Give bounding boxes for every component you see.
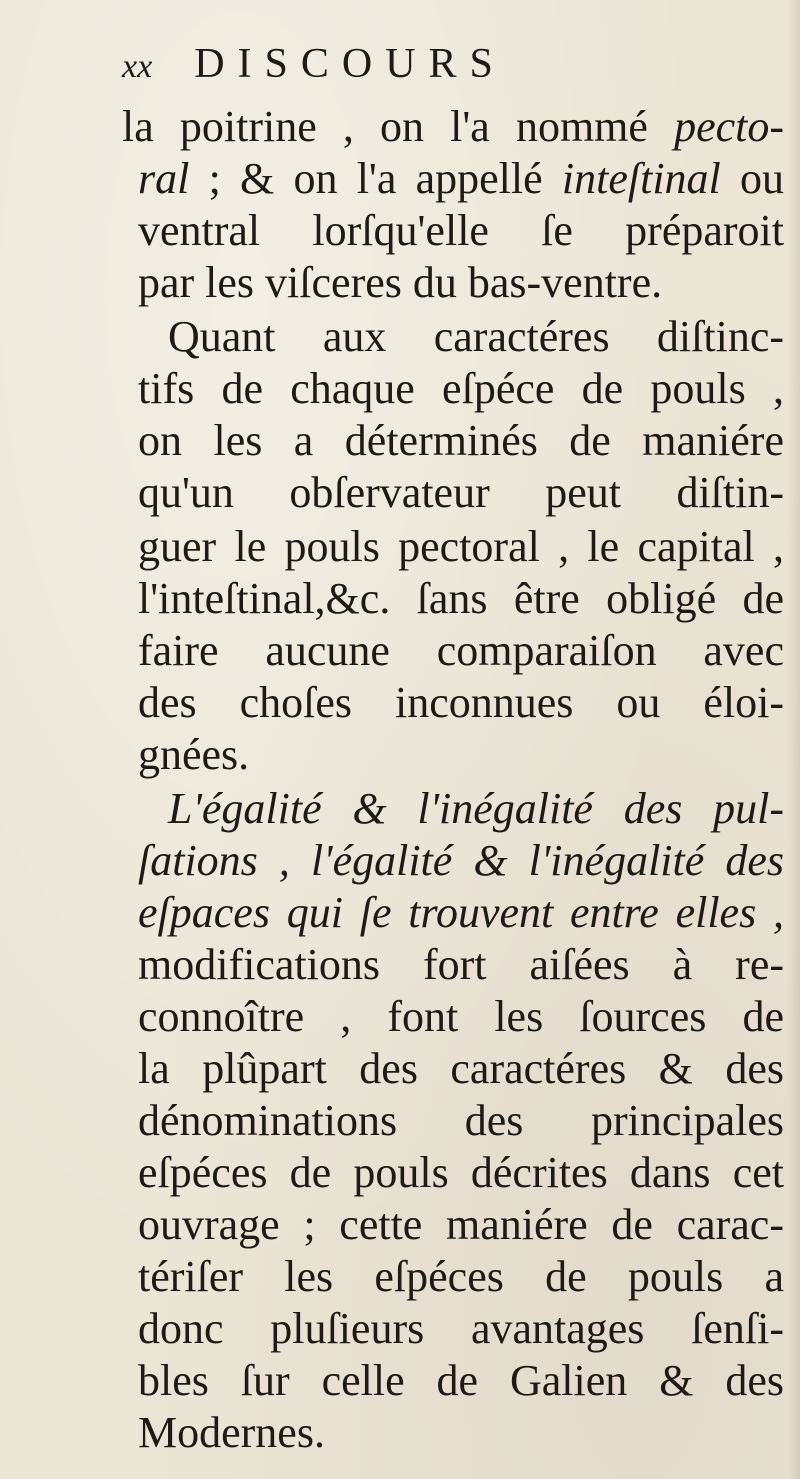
line-19: dénominations des principales [138, 1096, 784, 1145]
line-5: tifs de chaque eſpéce de pouls , [138, 364, 784, 413]
text-line [138, 676, 784, 730]
text-line [138, 728, 784, 782]
line-4: Quant aux caractéres diſtinc- [168, 312, 784, 361]
line-13: L'égalité & l'inégalité des pul- [168, 784, 784, 833]
text-line [168, 782, 784, 836]
text-line [138, 1302, 784, 1356]
line-8: guer le pouls pectoral , le capital , [138, 522, 784, 571]
text-line [138, 1406, 784, 1460]
text-line [138, 1146, 784, 1200]
line-6: on les a déterminés de maniére [138, 416, 784, 465]
text-line [138, 1354, 784, 1408]
text-line [138, 572, 784, 626]
line-1b-visible: ral ; & on l'a appellé inteſtinal ou [138, 154, 785, 203]
line-14: ſations , l'égalité & l'inégalité des [138, 836, 784, 885]
running-head: DISCOURS [194, 41, 506, 87]
line-17: connoître , font les ſources de [138, 992, 784, 1041]
text-line [138, 834, 784, 888]
line-11: des choſes inconnues ou éloi- [138, 678, 784, 727]
text-line [168, 310, 784, 364]
text-line [138, 938, 784, 992]
text-line [122, 100, 784, 154]
text-line [138, 1094, 784, 1148]
folio-number: xx [122, 48, 153, 85]
line-16: modifications fort aiſées à re- [138, 940, 784, 989]
text-line [138, 152, 784, 206]
line-25: Modernes. [138, 1408, 325, 1457]
line-2: ventral lorſqu'elle ſe préparoit [138, 206, 784, 255]
text-line [138, 1250, 784, 1304]
text-line [138, 204, 784, 258]
line-7: qu'un obſervateur peut diſtin- [138, 468, 784, 517]
text-line [138, 1042, 784, 1096]
line-3: par les viſceres du bas-ventre. [138, 258, 663, 307]
text-line [138, 990, 784, 1044]
text-line [138, 362, 784, 416]
line-15: eſpaces qui ſe trouvent entre elles , [138, 888, 784, 937]
text-line [138, 1198, 784, 1252]
text-line [138, 256, 784, 310]
line-23: donc pluſieurs avantages ſenſi- [138, 1304, 784, 1353]
line-24: bles ſur celle de Galien & des [138, 1356, 784, 1405]
text-line [138, 414, 784, 468]
line-10: faire aucune comparaiſon avec [138, 626, 784, 675]
line-1-visible: la poitrine , on l'a nommé pecto- [122, 102, 784, 151]
line-9: l'inteſtinal,&c. ſans être obligé de [138, 574, 784, 623]
text-line [138, 624, 784, 678]
line-21: ouvrage ; cette maniére de carac- [138, 1200, 784, 1249]
line-20: eſpéces de pouls décrites dans cet [138, 1148, 784, 1197]
line-12: gnées. [138, 730, 250, 779]
text-line [138, 466, 784, 520]
line-18: la plûpart des caractéres & des [138, 1044, 784, 1093]
line-22: tériſer les eſpéces de pouls a [138, 1252, 784, 1301]
text-line [138, 886, 784, 940]
text-line [138, 520, 784, 574]
